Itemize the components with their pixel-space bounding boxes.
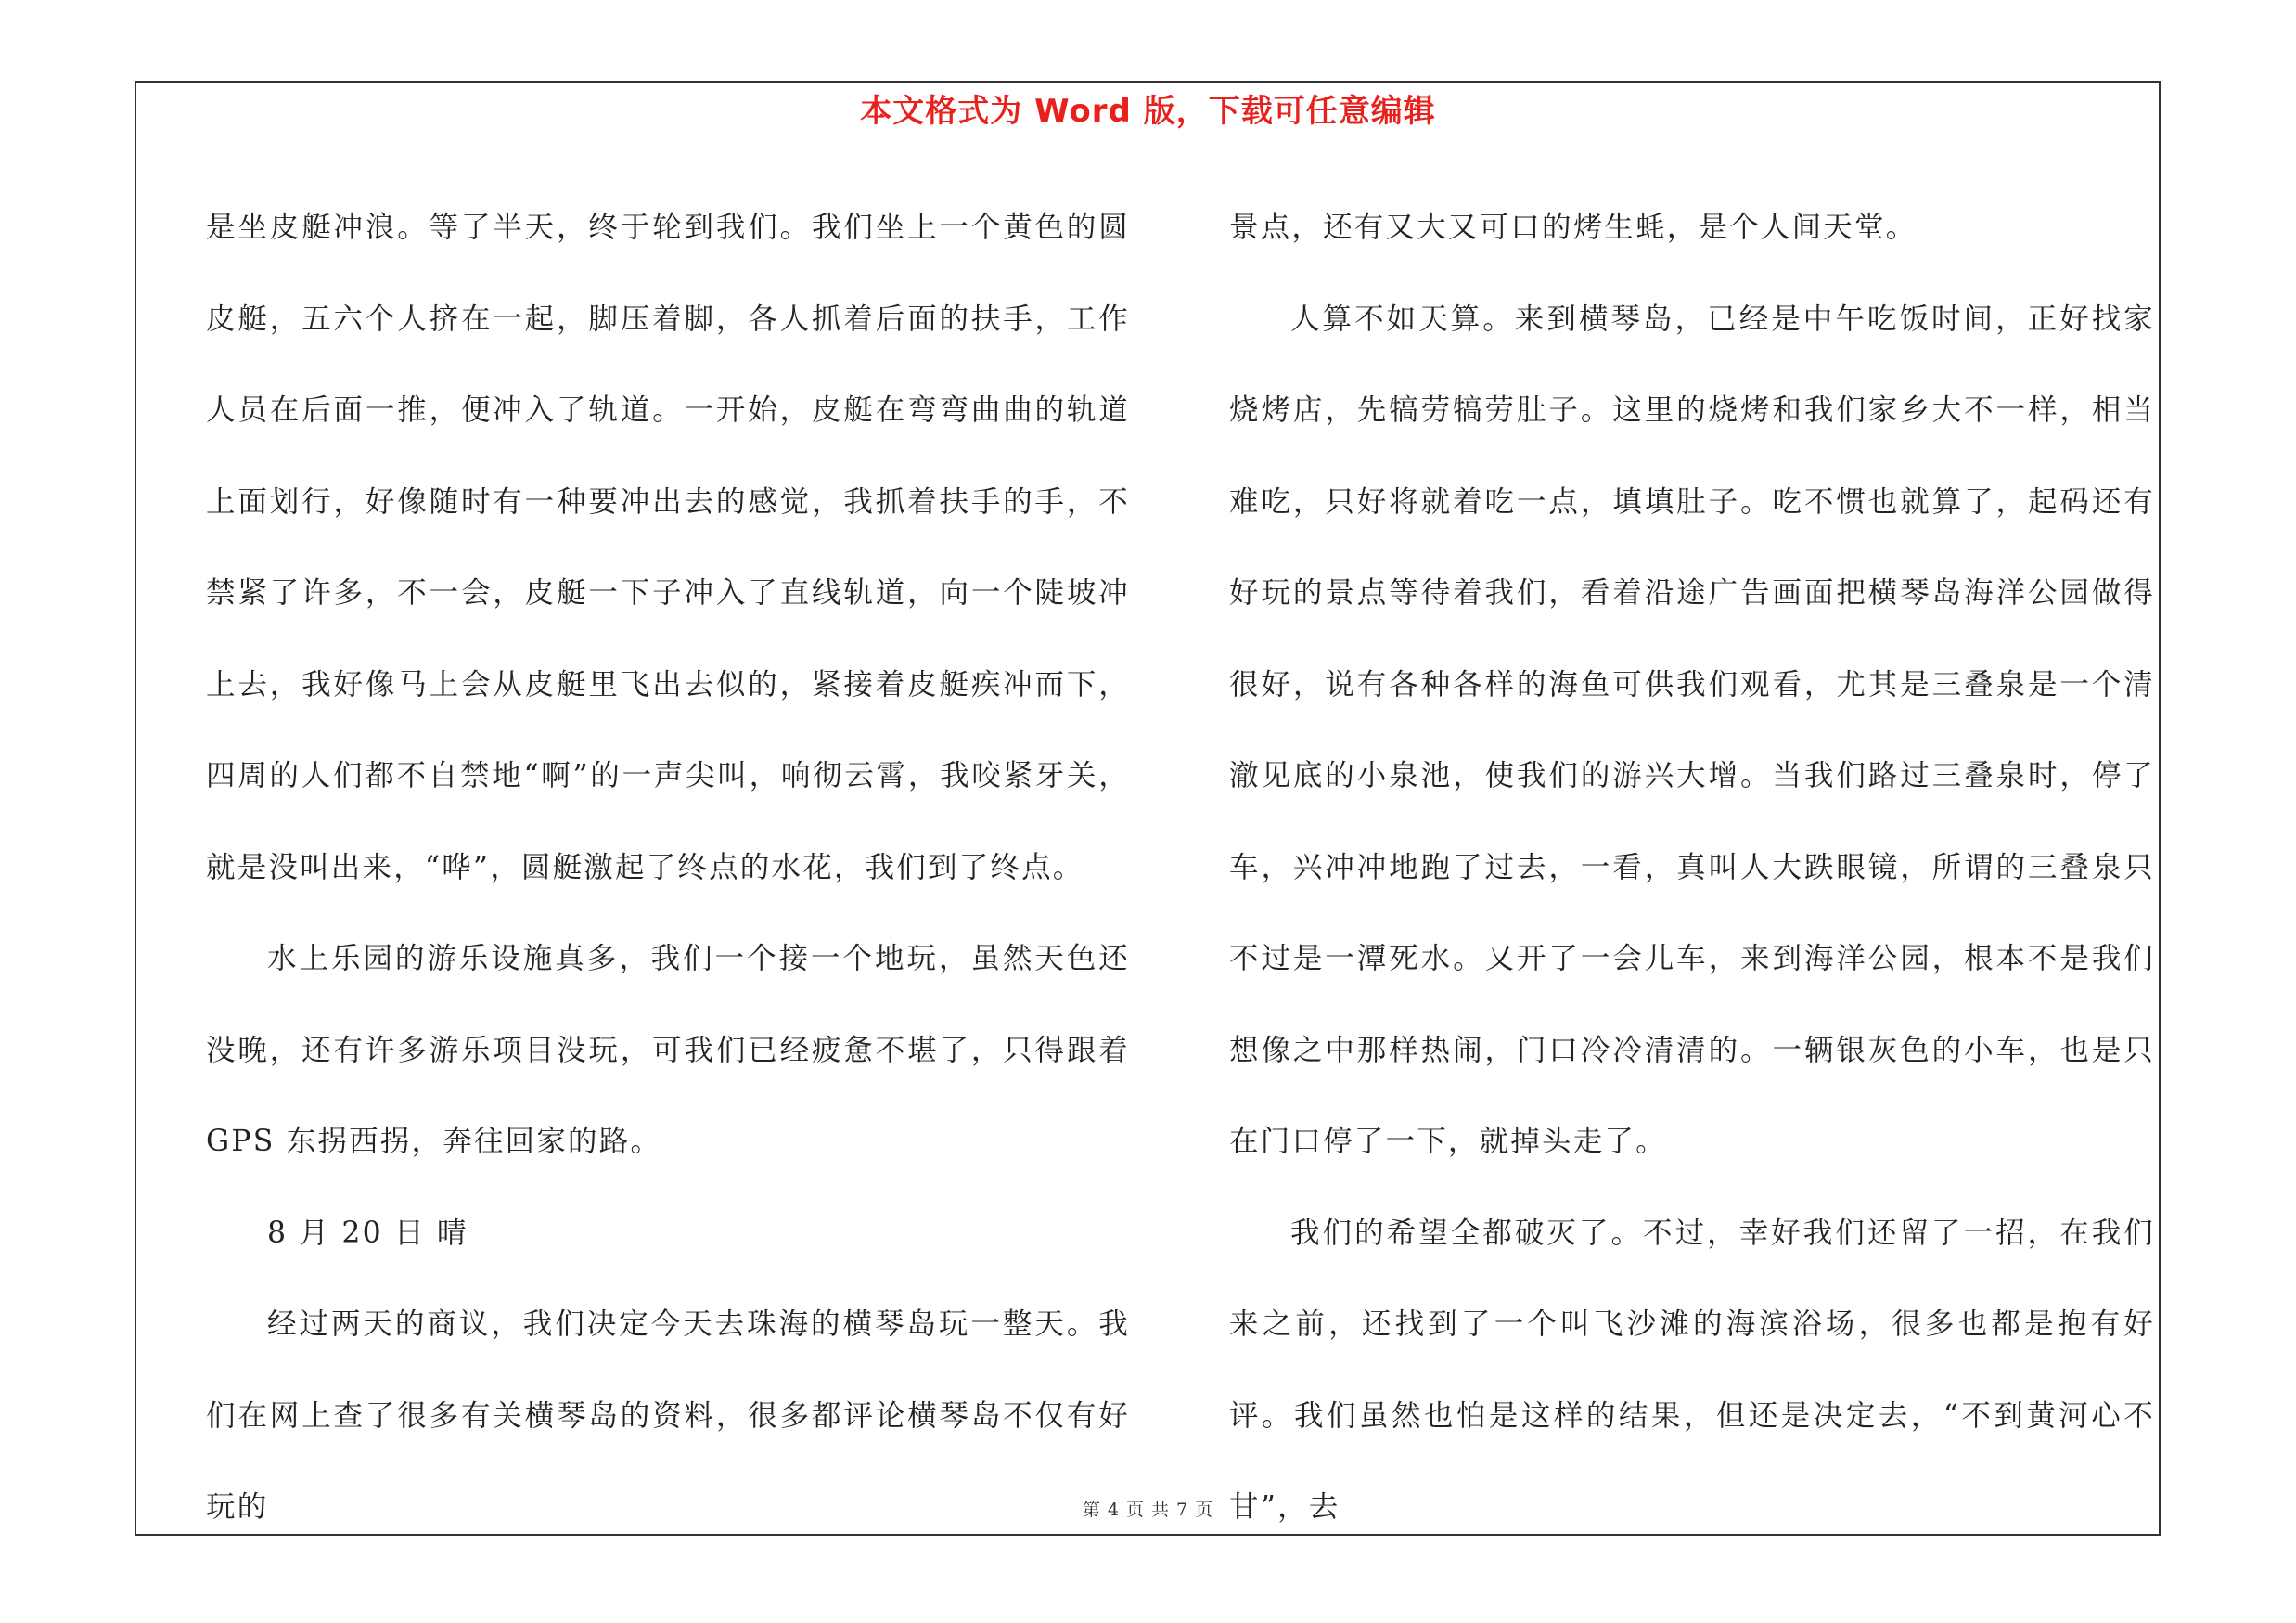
page-number-footer: 第 4 页 共 7 页 [1082,1500,1214,1520]
paragraph-beach-plan: 我们的希望全都破灭了。不过，幸好我们还留了一招，在我们来之前，还找到了一个叫飞沙滩的海滨浴场，很多也都是抱有好评。我们虽然也怕是这样的结果，但还是决定去，“不到黄河心不甘”，去 [1229,1216,2155,1524]
paragraph-hengqin-plan: 经过两天的商议，我们决定今天去珠海的横琴岛玩一整天。我们在网上查了很多有关横琴岛的资料，很多都评论横琴岛不仅有好玩的 [206,1307,1130,1524]
paragraph-continuation: 景点，还有又大又可口的烤生蚝，是个人间天堂。 [1229,211,1918,244]
date-heading: 8 月 20 日 晴 [267,1216,468,1250]
format-notice-banner: 本文格式为 Word 版，下载可任意编辑 [860,93,1436,130]
paragraph-hengqin-visit: 人算不如天算。来到横琴岛，已经是中午吃饭时间，正好找家烧烤店，先犒劳犒劳肚子。这里的烧烤和我们家乡大不一样，相当难吃，只好将就着吃一点，填填肚子。吃不惯也就算了，起码还有好玩的景点等待着我们，看着沿途广告画面把横琴岛海洋公园做得很好，说有各种各样的海鱼可供我们观看，尤其是三叠泉是一个清澈见底的小泉池，使我们的游兴大增。当我们路过三叠泉时，停了车，兴冲冲地跑了过去，一看，真叫人大跌眼镜，所谓的三叠泉只不过是一潭死水。又开了一会儿车，来到海洋公园，根本不是我们想像之中那样热闹，门口冷冷清清的。一辆银灰色的小车，也是只在门口停了一下，就掉头走了。 [1229,302,2155,1158]
right-column [1229,182,2155,1553]
paragraph-water-ride: 是坐皮艇冲浪。等了半天，终于轮到我们。我们坐上一个黄色的圆皮艇，五六个人挤在一起，脚压着脚，各人抓着后面的扶手，工作人员在后面一推，便冲入了轨道。一开始，皮艇在弯弯曲曲的轨道上面划行，好像随时有一种要冲出去的感觉，我抓着扶手的手，不禁紧了许多，不一会，皮艇一下子冲入了直线轨道，向一个陡坡冲上去，我好像马上会从皮艇里飞出去似的，紧接着皮艇疾冲而下，四周的人们都不自禁地“啊”的一声尖叫，响彻云霄，我咬紧牙关，就是没叫出来，“哗”，圆艇激起了终点的水花，我们到了终点。 [206,211,1130,884]
left-column [206,182,1130,1553]
paragraph-water-park: 水上乐园的游乐设施真多，我们一个接一个地玩，虽然天色还没晚，还有许多游乐项目没玩，可我们已经疲惫不堪了，只得跟着 GPS 东拐西拐，奔往回家的路。 [206,942,1130,1158]
